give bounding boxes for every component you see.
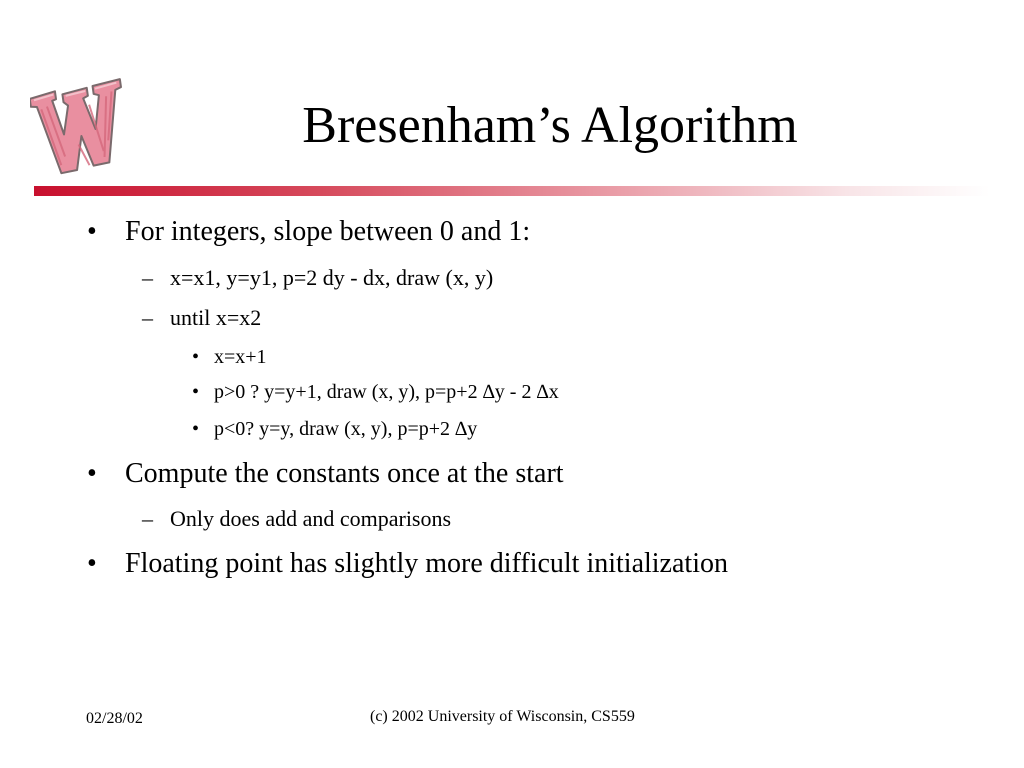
bullet-marker: • <box>87 548 97 579</box>
dash-marker: – <box>142 506 153 531</box>
footer-copyright: (c) 2002 University of Wisconsin, CS559 <box>370 708 635 725</box>
wisconsin-w-logo <box>30 74 132 178</box>
sub-bullet-text: x=x1, y=y1, p=2 dy - dx, draw (x, y) <box>170 265 494 290</box>
sub-sub-bullet-item <box>192 416 478 442</box>
sub-sub-bullet-text: p>0 ? y=y+1, draw (x, y), p=p+2 ∆y - 2 ∆x <box>214 381 559 403</box>
bullet-marker: • <box>192 381 200 403</box>
sub-sub-bullet-text: p<0? y=y, draw (x, y), p=p+2 ∆y <box>214 418 478 440</box>
bullet-item <box>87 547 728 581</box>
dash-marker: – <box>142 305 153 330</box>
bullet-text: Compute the constants once at the start <box>125 458 564 489</box>
sub-sub-bullet-item <box>192 344 267 370</box>
title-divider <box>34 186 990 196</box>
sub-bullet-item <box>142 505 452 533</box>
bullet-marker: • <box>87 458 97 489</box>
bullet-marker: • <box>192 346 200 368</box>
bullet-marker: • <box>192 418 200 440</box>
bullet-item <box>87 457 564 491</box>
slide-title: Bresenham’s Algorithm <box>302 97 798 154</box>
dash-marker: – <box>142 265 153 290</box>
sub-bullet-text: Only does add and comparisons <box>170 506 452 531</box>
sub-sub-bullet-text: x=x+1 <box>214 346 267 368</box>
sub-bullet-item <box>142 304 262 332</box>
bullet-text: For integers, slope between 0 and 1: <box>125 216 531 247</box>
bullet-item <box>87 215 531 249</box>
sub-bullet-item <box>142 264 494 292</box>
sub-bullet-text: until x=x2 <box>170 305 262 330</box>
footer-date: 02/28/02 <box>86 710 143 727</box>
bullet-text: Floating point has slightly more difficult initialization <box>125 548 728 579</box>
bullet-marker: • <box>87 216 97 247</box>
sub-sub-bullet-item <box>192 379 559 405</box>
